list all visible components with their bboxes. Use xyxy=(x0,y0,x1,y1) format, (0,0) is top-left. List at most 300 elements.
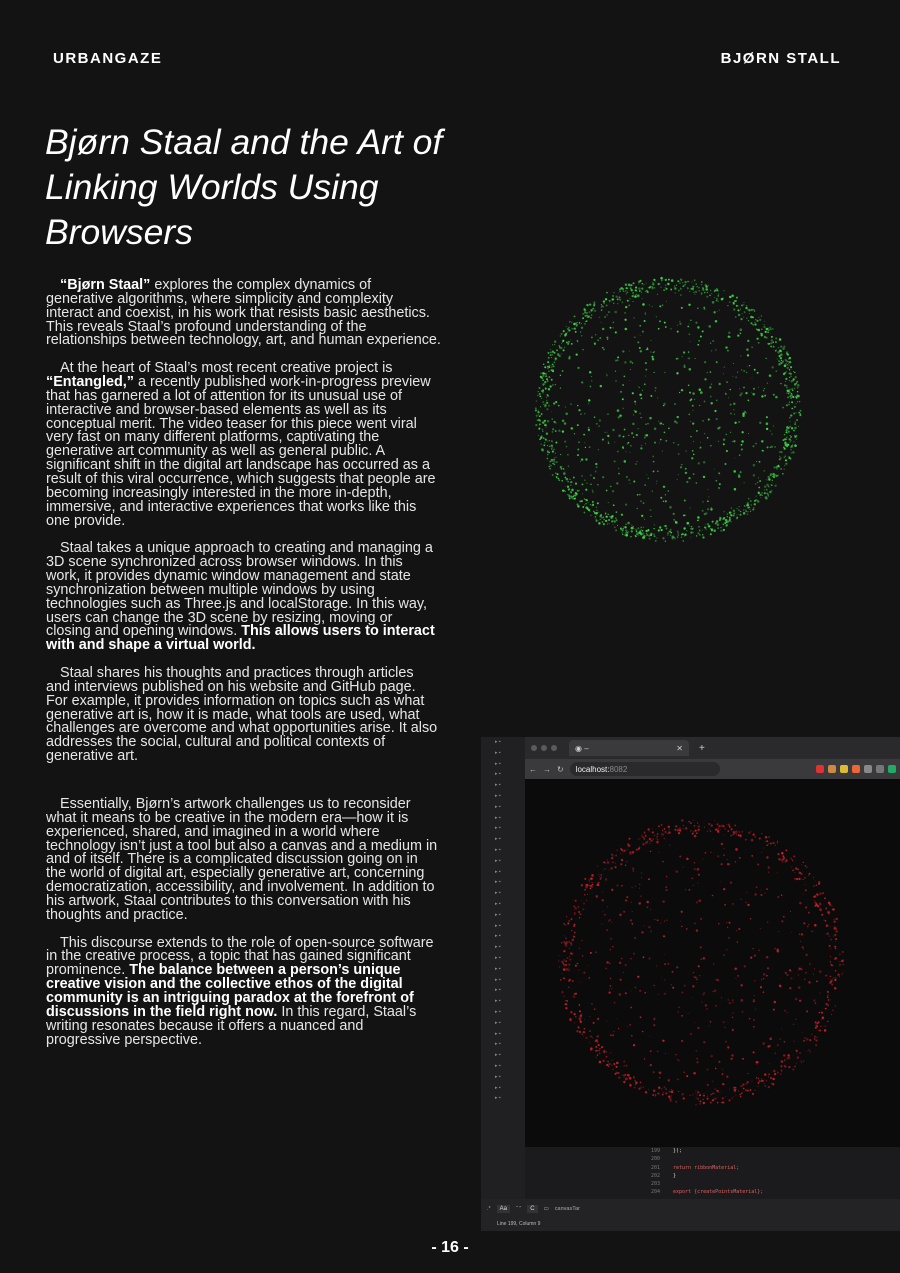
particle xyxy=(729,922,731,924)
particle xyxy=(677,1059,678,1060)
particle xyxy=(720,530,722,532)
particle xyxy=(590,952,592,954)
particle xyxy=(649,305,650,306)
particle xyxy=(608,311,610,313)
particle xyxy=(677,827,678,828)
particle xyxy=(571,930,572,931)
particle xyxy=(751,378,752,379)
particle xyxy=(613,1031,614,1032)
particle xyxy=(589,1042,590,1043)
particle xyxy=(602,347,604,349)
particle xyxy=(832,909,834,911)
particle xyxy=(723,439,725,441)
particle xyxy=(776,468,777,469)
particle xyxy=(724,463,726,465)
particle xyxy=(702,510,704,512)
particle xyxy=(635,885,636,886)
particle xyxy=(746,348,748,350)
particle xyxy=(652,289,653,290)
particle xyxy=(536,415,538,417)
particle xyxy=(707,500,709,502)
particle xyxy=(625,1080,626,1081)
particle xyxy=(728,824,730,826)
particle xyxy=(585,499,587,501)
particle xyxy=(767,343,769,345)
particle xyxy=(625,290,626,291)
particle xyxy=(806,867,807,868)
file-tree-row: ▸ ▪ xyxy=(495,890,501,897)
particle xyxy=(733,302,735,304)
particle xyxy=(764,893,765,894)
particle xyxy=(827,1005,829,1007)
particle xyxy=(610,978,611,979)
particle xyxy=(644,833,645,834)
particle xyxy=(638,535,639,536)
particle xyxy=(751,504,752,505)
particle xyxy=(585,447,586,448)
particle xyxy=(584,323,586,325)
particle xyxy=(618,1072,620,1074)
particle xyxy=(781,451,783,453)
particle xyxy=(775,337,777,339)
particle xyxy=(740,328,743,331)
particle xyxy=(720,829,721,830)
particle xyxy=(819,1029,821,1031)
particle xyxy=(566,326,567,327)
particle xyxy=(558,955,559,956)
particle xyxy=(665,326,667,328)
particle xyxy=(767,967,769,969)
particle xyxy=(653,1024,654,1025)
particle xyxy=(791,408,793,410)
particle xyxy=(648,287,649,288)
particle xyxy=(582,493,583,494)
particle xyxy=(584,1019,585,1020)
particle xyxy=(539,416,541,418)
particle xyxy=(723,854,725,856)
particle xyxy=(645,530,647,532)
particle xyxy=(708,325,711,328)
file-tree-row: ▸ ▪ xyxy=(495,825,501,832)
particle xyxy=(581,381,583,383)
particle xyxy=(610,327,612,329)
particle xyxy=(640,447,642,449)
particle xyxy=(680,288,682,290)
particle xyxy=(606,490,608,492)
particle xyxy=(717,1090,719,1092)
particle xyxy=(562,340,564,342)
particle xyxy=(590,474,592,476)
particle xyxy=(657,1093,659,1095)
particle xyxy=(669,531,670,532)
particle xyxy=(797,1056,799,1058)
particle xyxy=(579,1018,581,1020)
particle xyxy=(632,867,634,869)
particle xyxy=(691,878,693,880)
url-field: localhost: 8082 xyxy=(570,762,720,776)
particle xyxy=(719,426,721,428)
particle xyxy=(662,1094,664,1096)
particle xyxy=(788,1066,790,1068)
particle xyxy=(726,450,728,452)
particle xyxy=(778,360,779,361)
particle xyxy=(728,521,730,523)
particle xyxy=(703,288,704,289)
particle xyxy=(598,425,599,426)
particle xyxy=(636,434,638,436)
particle xyxy=(665,889,667,891)
particle xyxy=(643,502,645,504)
particle xyxy=(598,874,599,875)
file-tree-row: ▸ ▪ xyxy=(495,739,501,745)
particle xyxy=(635,290,637,292)
particle xyxy=(560,335,561,336)
particle xyxy=(829,945,831,947)
particle xyxy=(737,941,739,943)
particle xyxy=(742,1092,743,1093)
particle xyxy=(824,1025,826,1027)
particle xyxy=(615,380,617,382)
particle xyxy=(645,312,646,313)
particle xyxy=(711,825,713,827)
particle xyxy=(752,393,755,396)
particle xyxy=(834,934,836,936)
paragraph-4: Staal shares his thoughts and practices through articles and interviews published on his website and GitHub page. For example, it provides information on topics such as what generative art is, how it is made, what tools are used, what challenges are overcome and what opportunities arise. It also addresses the social, cultural and political contexts of generative art. xyxy=(46,665,438,765)
particle xyxy=(615,517,616,518)
particle xyxy=(610,938,612,940)
particle xyxy=(681,307,683,309)
particle xyxy=(813,877,814,878)
particle xyxy=(719,310,720,311)
particle xyxy=(561,468,563,470)
particle xyxy=(765,358,766,359)
particle xyxy=(541,398,542,399)
particle xyxy=(619,993,621,995)
particle xyxy=(731,521,732,522)
particle xyxy=(746,505,748,507)
particle xyxy=(746,372,747,373)
particle xyxy=(694,923,695,924)
particle xyxy=(642,304,644,306)
particle xyxy=(773,466,775,468)
particle xyxy=(644,320,646,322)
particle xyxy=(717,527,718,528)
particle xyxy=(808,912,810,914)
particle xyxy=(592,501,594,503)
particle xyxy=(597,502,599,504)
particle xyxy=(650,1050,652,1052)
particle xyxy=(751,839,754,842)
particle xyxy=(554,449,555,450)
particle xyxy=(779,356,780,357)
particle xyxy=(803,1060,805,1062)
particle xyxy=(552,384,554,386)
particle xyxy=(796,395,798,397)
particle xyxy=(735,316,736,317)
particle xyxy=(738,514,739,515)
particle xyxy=(694,399,695,400)
particle xyxy=(796,878,798,880)
file-tree-row: ▸ ▪ xyxy=(495,846,501,853)
particle xyxy=(747,1081,749,1083)
particle xyxy=(608,514,609,515)
particle xyxy=(777,872,778,873)
particle xyxy=(616,296,618,298)
particle xyxy=(747,514,748,515)
particle xyxy=(725,1096,726,1097)
particle xyxy=(813,974,814,975)
particle xyxy=(821,1019,822,1020)
particle xyxy=(789,365,790,366)
particle xyxy=(581,458,583,460)
particle xyxy=(683,867,684,868)
particle xyxy=(794,372,796,374)
particle xyxy=(786,353,788,355)
particle xyxy=(769,1063,770,1064)
particle xyxy=(652,358,655,361)
particle xyxy=(779,985,782,988)
particle xyxy=(548,357,550,359)
particle xyxy=(561,973,562,974)
particle xyxy=(699,1094,701,1096)
particle xyxy=(552,474,554,476)
particle xyxy=(712,301,715,304)
particle xyxy=(650,516,651,517)
particle xyxy=(731,507,732,508)
highlight-bold: This allows users to interact with and shape a virtual world. xyxy=(46,623,435,654)
particle xyxy=(770,430,771,431)
particle xyxy=(690,341,691,342)
particle xyxy=(680,466,682,468)
particle xyxy=(568,465,569,466)
particle xyxy=(782,862,783,863)
particle xyxy=(680,294,681,295)
particle xyxy=(548,452,550,454)
particle xyxy=(615,855,617,857)
paragraph-3: Staal takes a unique approach to creating and managing a 3D scene synchronized across browser windows. In this work, it provides dynamic window management and state synchronization between multiple windows by using technologies such as Three.js and localStorage. In this way, users can change the 3D scene by resizing, moving or closing and opening windows. This allows users to interact with and shape a virtual world. xyxy=(46,540,435,654)
particle xyxy=(647,906,649,908)
particle xyxy=(825,975,827,977)
particle xyxy=(578,911,580,913)
particle xyxy=(712,521,714,523)
particle xyxy=(623,911,625,913)
particle xyxy=(790,439,792,441)
particle xyxy=(646,901,648,903)
particle xyxy=(643,925,644,926)
particle xyxy=(665,1092,667,1094)
particle xyxy=(831,984,833,986)
particle xyxy=(743,512,746,515)
particle xyxy=(753,309,754,310)
particle xyxy=(646,474,647,475)
particle xyxy=(555,422,556,423)
particle xyxy=(766,416,768,418)
particle xyxy=(782,473,784,475)
particle xyxy=(542,392,544,394)
particle xyxy=(620,853,621,854)
particle xyxy=(785,455,786,456)
particle xyxy=(786,371,787,372)
particle xyxy=(717,1102,719,1104)
particle xyxy=(607,861,610,864)
particle xyxy=(543,404,544,405)
particle xyxy=(698,340,700,342)
particle xyxy=(578,969,579,970)
particle xyxy=(711,383,713,385)
particle xyxy=(768,866,771,869)
particle xyxy=(554,362,555,363)
particle xyxy=(740,318,742,320)
particle xyxy=(639,387,640,388)
particle xyxy=(686,858,689,861)
particle xyxy=(632,423,635,426)
particle xyxy=(710,445,711,446)
particle xyxy=(645,1091,647,1093)
particle xyxy=(698,965,700,967)
particle xyxy=(728,332,730,334)
particle xyxy=(665,288,667,290)
particle xyxy=(609,300,611,302)
particle xyxy=(547,367,549,369)
particle xyxy=(748,433,749,434)
particle xyxy=(752,324,754,326)
particle xyxy=(818,1030,819,1031)
particle xyxy=(727,863,729,865)
particle xyxy=(657,294,658,295)
particle xyxy=(592,893,593,894)
particle xyxy=(696,430,698,432)
particle xyxy=(732,1002,733,1003)
particle xyxy=(710,533,712,535)
particle xyxy=(545,438,547,440)
particle xyxy=(683,527,685,529)
particle xyxy=(660,922,661,923)
particle xyxy=(781,1029,782,1030)
window-minimize-dot xyxy=(541,745,547,751)
particle xyxy=(784,465,785,466)
particle xyxy=(570,942,572,944)
particle xyxy=(733,1096,734,1097)
particle xyxy=(566,478,569,481)
particle xyxy=(822,1016,825,1019)
particle xyxy=(677,325,678,326)
particle xyxy=(724,511,725,512)
particle xyxy=(819,971,821,973)
particle xyxy=(760,894,762,896)
particle xyxy=(720,527,721,528)
particle xyxy=(620,391,622,393)
particle xyxy=(741,444,743,446)
particle xyxy=(606,337,608,339)
particle xyxy=(601,304,602,305)
particle xyxy=(641,877,642,878)
particle xyxy=(697,519,699,521)
particle xyxy=(668,1079,670,1081)
particle xyxy=(607,432,608,433)
particle xyxy=(677,532,678,533)
particle xyxy=(670,328,671,329)
particle xyxy=(656,965,657,966)
particle xyxy=(684,534,686,536)
particle xyxy=(572,939,574,941)
particle xyxy=(581,323,582,324)
particle xyxy=(679,830,681,832)
close-tab-icon: ✕ xyxy=(676,743,683,753)
particle xyxy=(656,838,657,839)
particle xyxy=(565,407,566,408)
particle xyxy=(565,944,567,946)
particle xyxy=(834,979,836,981)
particle xyxy=(761,395,763,397)
particle xyxy=(805,889,807,891)
particle xyxy=(732,1029,734,1031)
particle xyxy=(629,380,630,381)
particle xyxy=(677,479,678,480)
particle xyxy=(736,377,737,378)
particle xyxy=(640,500,642,502)
particle xyxy=(750,831,751,832)
particle xyxy=(760,497,761,498)
particle xyxy=(609,516,611,518)
particle xyxy=(732,1012,733,1013)
particle xyxy=(555,461,557,463)
particle xyxy=(747,1090,749,1092)
particle xyxy=(786,429,788,431)
particle xyxy=(629,1077,632,1080)
particle xyxy=(757,482,758,483)
file-tree-row: ▸ ▪ xyxy=(495,944,501,951)
code-text: return ribbonMaterial; xyxy=(673,1164,740,1171)
particle xyxy=(577,503,579,505)
particle xyxy=(671,1095,672,1096)
particle xyxy=(788,431,790,433)
particle xyxy=(769,491,772,494)
particle xyxy=(549,366,551,368)
particle xyxy=(837,974,840,977)
particle xyxy=(661,1088,663,1090)
particle xyxy=(821,914,823,916)
particle xyxy=(555,384,556,385)
particle xyxy=(570,321,571,322)
particle xyxy=(639,325,641,327)
particle xyxy=(583,1031,585,1033)
particle xyxy=(686,1075,688,1077)
particle xyxy=(662,900,665,903)
particle xyxy=(726,922,727,923)
particle xyxy=(771,434,772,435)
particle xyxy=(588,977,590,979)
particle xyxy=(706,1008,708,1010)
particle xyxy=(833,936,834,937)
particle xyxy=(575,900,577,902)
file-tree-row: ▸ ▪ xyxy=(495,965,501,972)
particle xyxy=(596,512,598,514)
particle xyxy=(808,981,810,983)
particle xyxy=(719,1092,720,1093)
particle xyxy=(750,956,752,958)
particle xyxy=(633,317,634,318)
particle xyxy=(555,442,557,444)
particle xyxy=(573,935,574,936)
particle xyxy=(633,294,634,295)
particle xyxy=(790,447,791,448)
particle xyxy=(675,1054,676,1055)
particle xyxy=(581,335,582,336)
particle xyxy=(757,1082,759,1084)
particle xyxy=(542,375,544,377)
particle xyxy=(562,370,564,372)
particle xyxy=(803,948,804,949)
